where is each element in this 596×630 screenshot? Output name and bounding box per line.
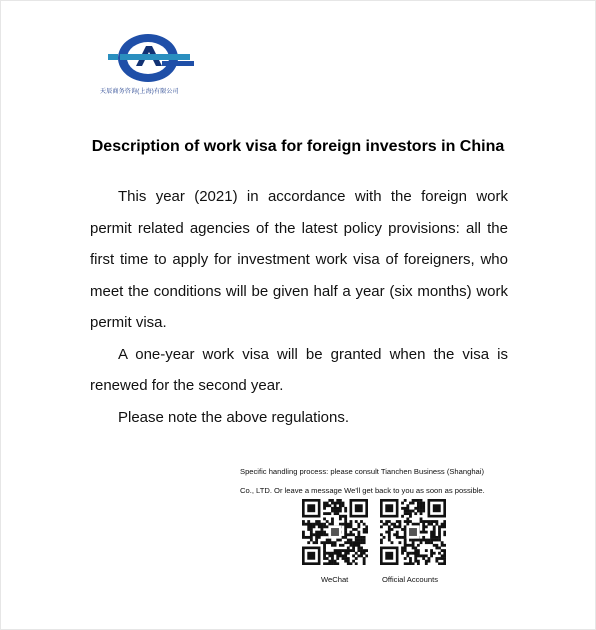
paragraph-renewal: A one-year work visa will be granted when the visa is renewed for the second year.: [90, 345, 508, 394]
paragraph-policy: This year (2021) in accordance with the foreign work permit related agencies of the latest policy provisions: all the first time to apply for investment work visa of foreigners, who meet the conditions will be given half a year (six months) work permit visa.: [90, 188, 508, 331]
contact-line-2: Co., LTD. Or leave a message We'll get back to you as soon as possible.: [240, 486, 485, 495]
document-body: [90, 181, 508, 433]
official-accounts-label: Official Accounts: [382, 575, 438, 584]
document-title: Description of work visa for foreign investors in China: [91, 138, 505, 155]
wechat-qr-code-icon: [302, 499, 368, 565]
logo-emblem-icon: [100, 28, 210, 92]
logo-caption: 天辰商务咨询(上海)有限公司: [100, 89, 179, 95]
contact-line-1: Specific handling process: please consult Tianchen Business (Shanghai): [240, 467, 484, 476]
contact-info: [240, 462, 510, 500]
wechat-label: WeChat: [321, 575, 349, 584]
paragraph-note: Please note the above regulations.: [118, 408, 349, 426]
official-accounts-qr-code-icon: [380, 499, 446, 565]
